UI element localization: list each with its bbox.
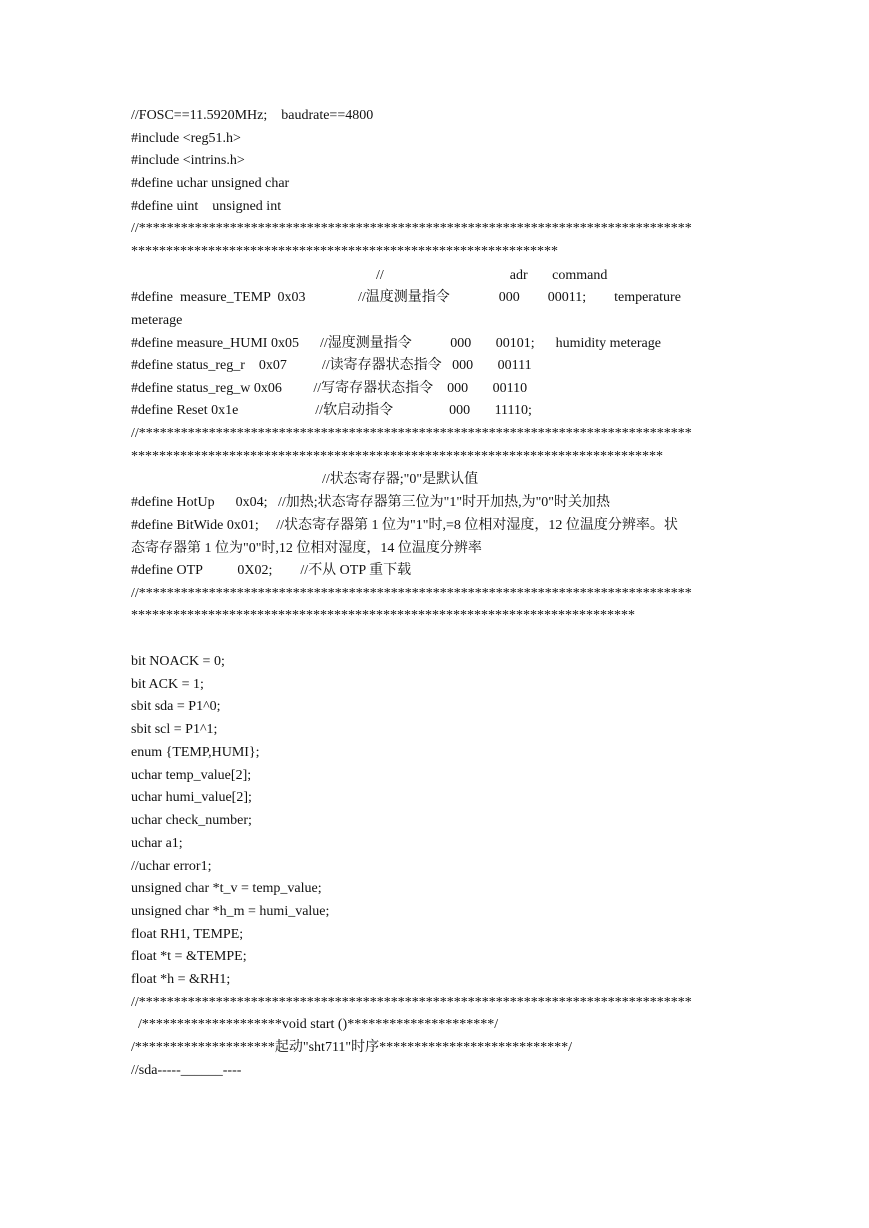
- code-line: #define measure_HUMI 0x05 //湿度测量指令 000 00101; humidity meterage: [131, 336, 661, 351]
- code-line: bit ACK = 1;: [131, 677, 204, 692]
- code-line: //FOSC==11.5920MHz; baudrate==4800: [131, 108, 374, 123]
- code-line: #define HotUp 0x04; //加热;状态寄存器第三位为"1"时开加热,为"0"时关加热: [131, 495, 611, 510]
- code-line: #define uint unsigned int: [131, 199, 282, 214]
- code-line: #include <intrins.h>: [131, 153, 245, 168]
- code-line: //uchar error1;: [131, 859, 212, 874]
- column-header-line: // adr command: [376, 268, 608, 283]
- code-line: sbit sda = P1^0;: [131, 699, 221, 714]
- code-line: bit NOACK = 0;: [131, 654, 225, 669]
- code-line: uchar temp_value[2];: [131, 768, 252, 783]
- separator-line: //*******************************************************************************: [131, 221, 692, 236]
- code-line: unsigned char *h_m = humi_value;: [131, 904, 330, 919]
- code-line: enum {TEMP,HUMI};: [131, 745, 260, 760]
- code-line: float RH1, TEMPE;: [131, 927, 244, 942]
- code-line: unsigned char *t_v = temp_value;: [131, 881, 322, 896]
- separator-line: //*******************************************************************************: [131, 995, 692, 1010]
- separator-line: ****************************************************************************: [131, 449, 663, 464]
- separator-line: *************************************************************: [131, 244, 558, 259]
- code-line: /********************起动"sht711"时序***************************/: [131, 1040, 573, 1055]
- separator-line: //*******************************************************************************: [131, 586, 692, 601]
- code-line: #define status_reg_w 0x06 //写寄存器状态指令 000 00110: [131, 381, 528, 396]
- separator-line: //*******************************************************************************: [131, 426, 692, 441]
- code-line: sbit scl = P1^1;: [131, 722, 218, 737]
- code-line: meterage: [131, 313, 183, 328]
- code-line: #define measure_TEMP 0x03 //温度测量指令 000 00011; temperature: [131, 290, 681, 305]
- code-line: /********************void start ()*********************/: [131, 1017, 499, 1032]
- code-line: uchar a1;: [131, 836, 183, 851]
- code-line: #define status_reg_r 0x07 //读寄存器状态指令 000 00111: [131, 358, 532, 373]
- code-line: uchar humi_value[2];: [131, 790, 252, 805]
- code-line: uchar check_number;: [131, 813, 252, 828]
- code-line: #define uchar unsigned char: [131, 176, 290, 191]
- code-line: #define OTP 0X02; //不从 OTP 重下载: [131, 563, 412, 578]
- code-line: 态寄存器第 1 位为"0"时,12 位相对湿度，14 位温度分辨率: [131, 541, 482, 556]
- code-line: float *t = &TEMPE;: [131, 949, 247, 964]
- code-line: #include <reg51.h>: [131, 131, 241, 146]
- code-line: //sda-----______----: [131, 1063, 242, 1078]
- code-line: float *h = &RH1;: [131, 972, 231, 987]
- separator-line: ************************************************************************: [131, 608, 635, 623]
- code-line: #define BitWide 0x01; //状态寄存器第 1 位为"1"时,=8 位相对湿度，12 位温度分辨率。状: [131, 518, 678, 533]
- code-line: //状态寄存器;"0"是默认值: [322, 472, 479, 487]
- code-line: #define Reset 0x1e //软启动指令 000 11110;: [131, 403, 532, 418]
